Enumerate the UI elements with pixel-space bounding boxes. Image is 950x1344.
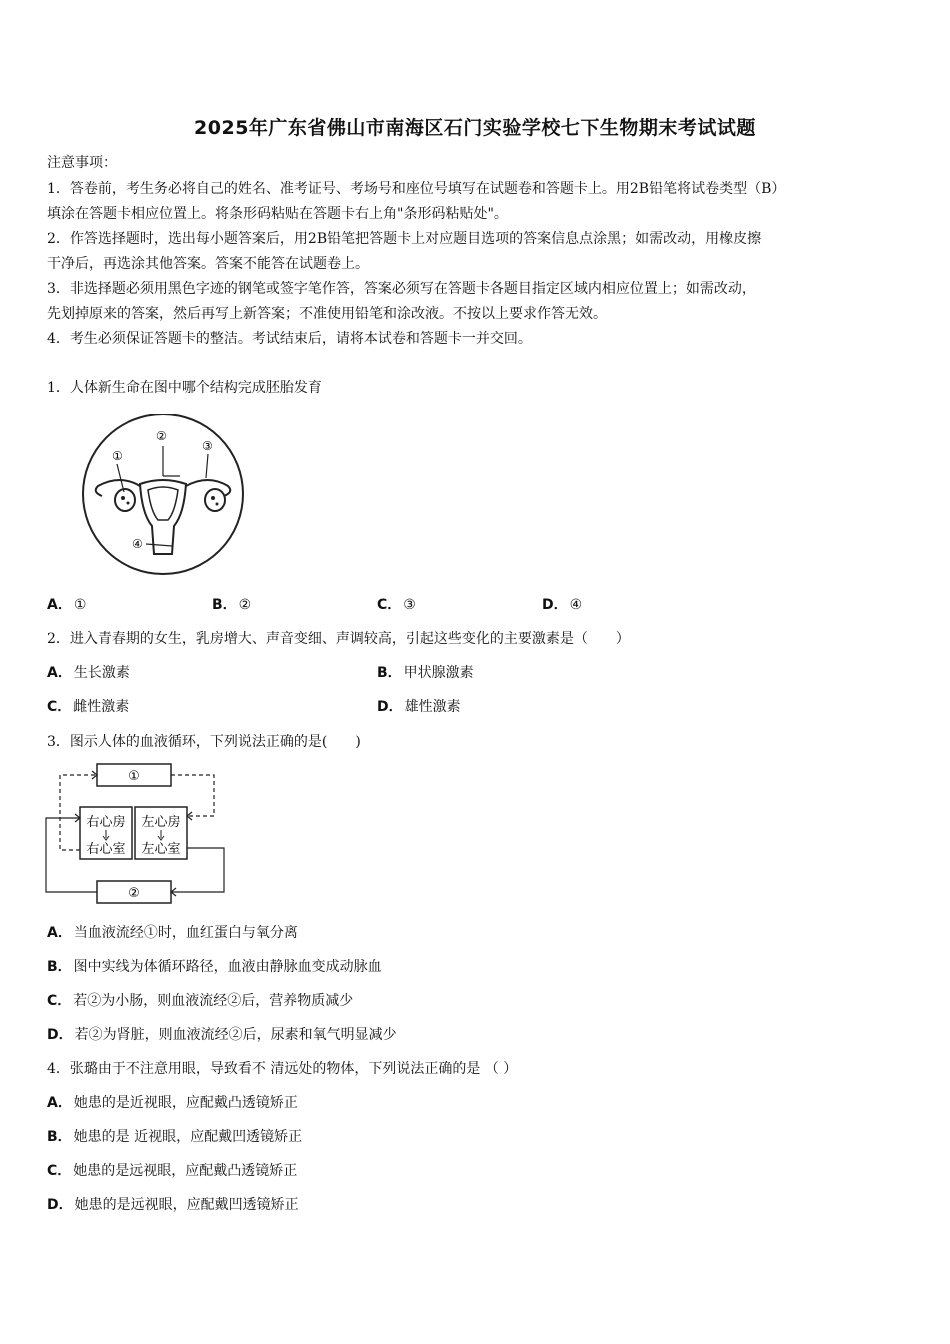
option-label: D． [542, 597, 568, 613]
notice-line: 填涂在答题卡相应位置上。将条形码粘贴在答题卡右上角"条形码粘贴处"。 [47, 206, 508, 222]
option-text: 她患的是远视眼，应配戴凹透镜矫正 [74, 1197, 299, 1213]
q3-option-b[interactable] [47, 956, 382, 976]
option-text: 当血液流经①时，血红蛋白与氧分离 [73, 925, 298, 941]
figure-label-1: ① [112, 449, 123, 463]
q4-option-d[interactable] [47, 1194, 299, 1214]
page-title: 2025年广东省佛山市南海区石门实验学校七下生物期末考试试题 [194, 117, 756, 139]
q4-option-c[interactable] [47, 1160, 297, 1180]
q4-option-b[interactable] [47, 1126, 302, 1146]
option-label: C． [47, 699, 72, 715]
option-label: D． [377, 699, 403, 715]
option-label: A． [47, 925, 72, 941]
left-ventricle-label: 左心室 [141, 842, 181, 857]
option-text: 若②为小肠，则血液流经②后，营养物质减少 [73, 993, 354, 1009]
q1-option-a[interactable] [47, 594, 86, 614]
q3-option-a[interactable] [47, 922, 298, 942]
question-4-stem: 4．张璐由于不注意用眼，导致看不 清远处的物体，下列说法正确的是 （ ） [47, 1061, 518, 1077]
left-atrium-label: 左心房 [141, 815, 181, 830]
option-label: C． [47, 1163, 72, 1179]
q1-option-d[interactable] [542, 594, 582, 614]
q3-option-d[interactable] [47, 1024, 397, 1044]
pulmonary-box-label: ① [128, 769, 140, 784]
q3-option-c[interactable] [47, 990, 353, 1010]
systemic-box-label: ② [128, 886, 140, 901]
notice-line: 干净后，再选涂其他答案。答案不能答在试题卷上。 [47, 256, 369, 272]
option-label: B． [377, 665, 402, 681]
option-text: 生长激素 [73, 665, 130, 681]
notice-line: 先划掉原来的答案，然后再写上新答案；不准使用铅笔和涂改液。不按以上要求作答无效。 [47, 306, 607, 322]
notice-line: 3．非选择题必须用黑色字迹的钢笔或签字笔作答，答案必须写在答题卡各题目指定区域内相应位置上；如需改动， [47, 281, 756, 297]
option-label: D． [47, 1027, 73, 1043]
option-label: C． [47, 993, 72, 1009]
option-text: 她患的是近视眼，应配戴凸透镜矫正 [73, 1095, 298, 1111]
option-text: 雄性激素 [404, 699, 461, 715]
option-text: ③ [403, 597, 416, 613]
notice-heading: 注意事项： [47, 155, 117, 171]
option-label: B． [47, 959, 72, 975]
blood-circulation-figure [42, 760, 227, 906]
option-text: ① [73, 597, 87, 613]
q1-option-b[interactable] [212, 594, 251, 614]
option-label: A． [47, 665, 72, 681]
q1-option-c[interactable] [377, 594, 416, 614]
option-text: 图中实线为体循环路径，血液由静脉血变成动脉血 [73, 959, 382, 975]
option-text: ④ [569, 597, 583, 613]
question-3-stem: 3．图示人体的血液循环，下列说法正确的是( ) [47, 734, 361, 750]
option-label: B． [212, 597, 237, 613]
female-reproductive-system-figure [80, 414, 250, 584]
option-text: 她患的是远视眼，应配戴凸透镜矫正 [73, 1163, 298, 1179]
option-label: A． [47, 597, 72, 613]
notice-line: 4．考生必须保证答题卡的整洁。考试结束后，请将本试卷和答题卡一并交回。 [47, 331, 532, 347]
q4-option-a[interactable] [47, 1092, 298, 1112]
option-text: 她患的是 近视眼，应配戴凹透镜矫正 [73, 1129, 303, 1145]
option-text: 雌性激素 [73, 699, 130, 715]
question-2-stem: 2．进入青春期的女生，乳房增大、声音变细、声调较高，引起这些变化的主要激素是（ ） [47, 631, 630, 647]
right-ventricle-label: 右心室 [86, 842, 126, 857]
option-label: B． [47, 1129, 72, 1145]
option-text: 若②为肾脏，则血液流经②后，尿素和氧气明显减少 [74, 1027, 397, 1043]
q2-option-d[interactable] [377, 696, 461, 716]
right-atrium-label: 右心房 [86, 815, 126, 830]
option-text: 甲状腺激素 [403, 665, 474, 681]
notice-line: 2．作答选择题时，选出每小题答案后，用2B铅笔把答题卡上对应题目选项的答案信息点涂黑；如需改动，用橡皮擦 [47, 231, 762, 247]
question-1-stem: 1．人体新生命在图中哪个结构完成胚胎发育 [47, 380, 322, 396]
figure-label-3: ③ [202, 439, 213, 453]
q2-option-c[interactable] [47, 696, 129, 716]
figure-label-2: ② [156, 429, 167, 443]
option-text: ② [238, 597, 252, 613]
q2-option-b[interactable] [377, 662, 474, 682]
option-label: A． [47, 1095, 72, 1111]
option-label: C． [377, 597, 402, 613]
notice-line: 1．答卷前，考生务必将自己的姓名、准考证号、考场号和座位号填写在试题卷和答题卡上。用2B铅笔将试卷类型（B） [47, 181, 786, 197]
option-label: D． [47, 1197, 73, 1213]
q2-option-a[interactable] [47, 662, 130, 682]
figure-label-4: ④ [132, 537, 143, 551]
